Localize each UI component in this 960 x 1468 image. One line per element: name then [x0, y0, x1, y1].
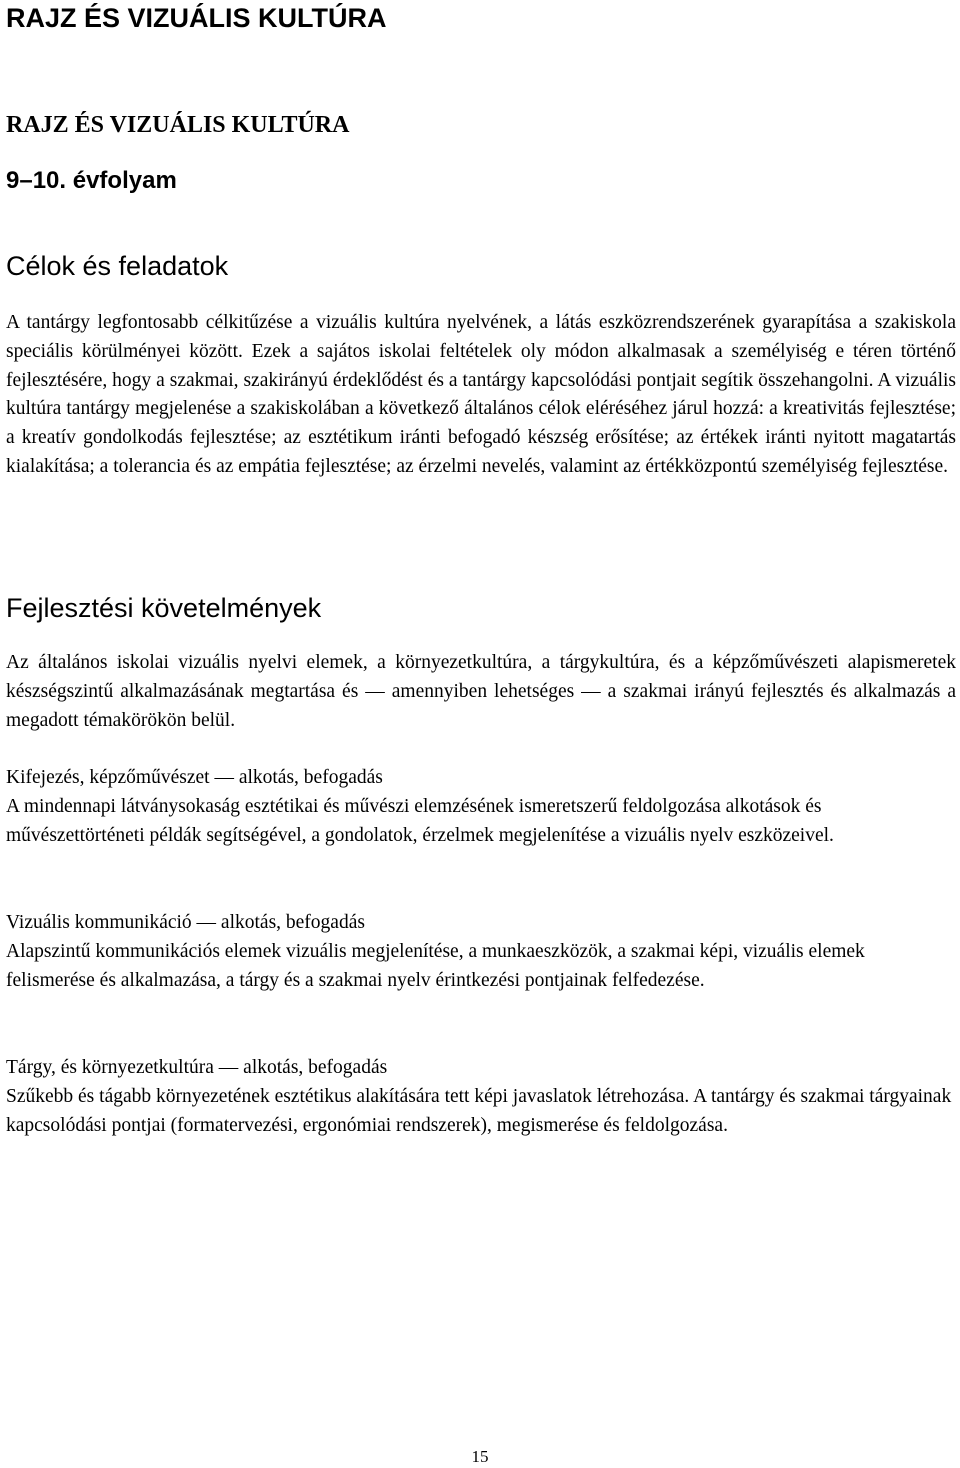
- requirement-block-object-culture: [6, 1054, 956, 1140]
- requirements-heading: Fejlesztési követelmények: [6, 593, 322, 623]
- requirement-block-visual-communication: [6, 909, 956, 995]
- requirement-block-body: A mindennapi látványsokaság esztétikai és művészi elemzésének ismeretszerű feldolgozása alkotások és művészettörténeti példák segítségével, a gondolatok, érzelmek megjelenítése a vizuális nyelv eszközeivel.: [6, 795, 834, 846]
- grade-heading: 9–10. évfolyam: [6, 167, 177, 194]
- subject-heading: RAJZ ÉS VIZUÁLIS KULTÚRA: [6, 112, 350, 138]
- requirement-block-title: Kifejezés, képzőművészet — alkotás, befogadás: [6, 767, 383, 788]
- requirement-block-title: Tárgy, és környezetkultúra — alkotás, befogadás: [6, 1057, 388, 1078]
- document-title: RAJZ ÉS VIZUÁLIS KULTÚRA: [6, 3, 387, 33]
- requirement-block-expression: [6, 764, 956, 850]
- requirements-intro: Az általános iskolai vizuális nyelvi elemek, a környezetkultúra, a tárgykultúra, és a képzőművészeti alapismeretek készségszintű alkalmazásának megtartása és — amennyiben lehetséges — a szakmai irányú fejlesztés és alkalmazás a megadott témakörökön belül.: [6, 652, 956, 731]
- requirement-block-title: Vizuális kommunikáció — alkotás, befogadás: [6, 912, 365, 933]
- page-number: 15: [471, 1447, 489, 1466]
- goals-paragraph: A tantárgy legfontosabb célkitűzése a vizuális kultúra nyelvének, a látás eszközrendszerének gyarapítása a szakiskola speciális körülményei között. Ezek a sajátos iskolai feltételek oly módon alkalmasak a személyiség e téren történő fejlesztésére, hogy a szakmai, szakirányú érdeklődést és a tantárgy kapcsolódási pontjait segítik összehangolni. A vizuális kultúra tantárgy megjelenése a szakiskolában a következő általános célok eléréséhez járul hozzá: a kreativitás fejlesztése; a kreatív gondolkodás fejlesztése; az esztétikum iránti befogadó készség erősítése; az értékek iránti nyitott magatartás kialakítása; a tolerancia és az empátia fejlesztése; az érzelmi nevelés, valamint az értékközpontú személyiség fejlesztése.: [6, 312, 956, 477]
- requirement-block-body: Szűkebb és tágabb környezetének esztétikus alakítására tett képi javaslatok létrehozása. A tantárgy és szakmai tárgyainak kapcsolódási pontjai (formatervezési, ergonómiai rendszerek), megismerése és feldolgozása.: [6, 1085, 952, 1136]
- goals-heading: Célok és feladatok: [6, 251, 229, 281]
- requirement-block-body: Alapszintű kommunikációs elemek vizuális megjelenítése, a munkaeszközök, a szakmai képi, vizuális elemek felismerése és alkalmazása, a tárgy és a szakmai nyelv érintkezési pontjainak felfedezése.: [6, 940, 865, 991]
